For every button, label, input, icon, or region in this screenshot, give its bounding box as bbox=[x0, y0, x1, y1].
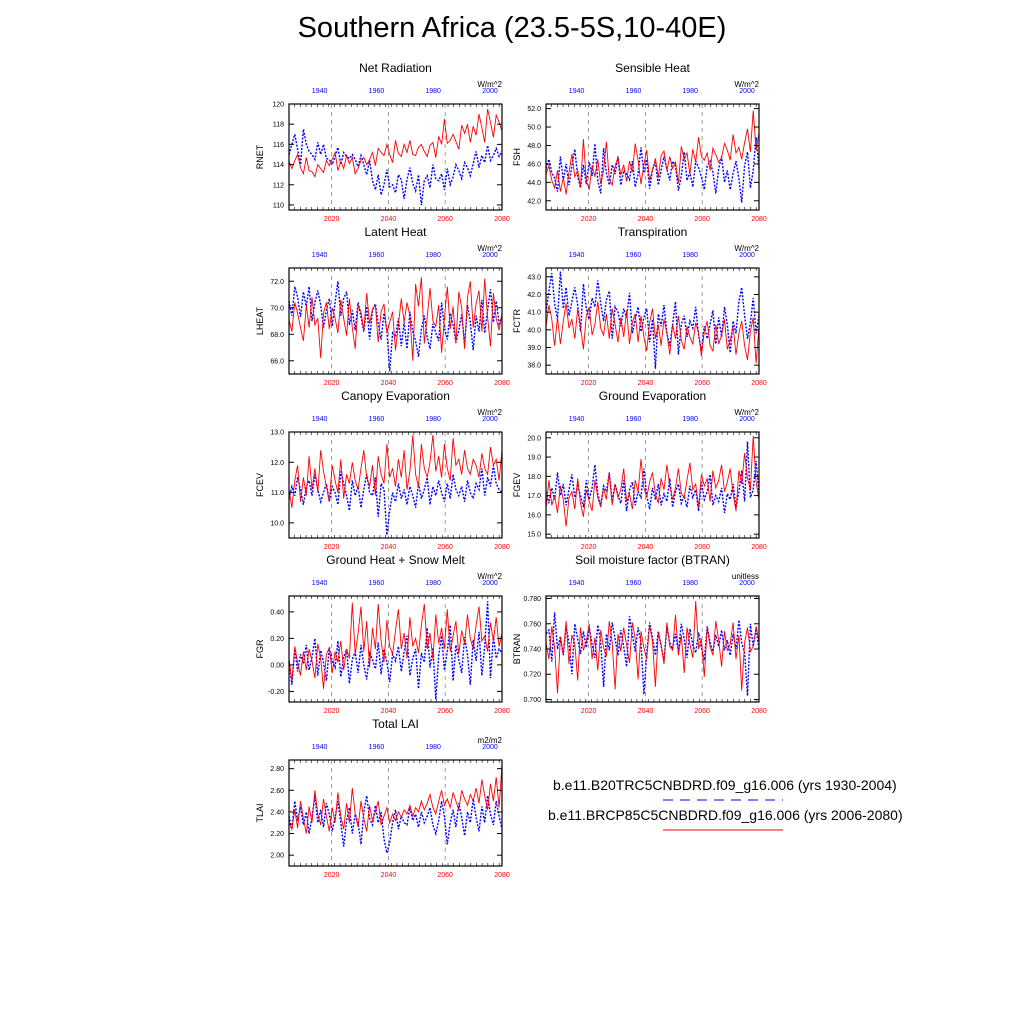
y-axis-label: FCTR bbox=[512, 309, 522, 333]
chart-panel-5 bbox=[546, 432, 759, 538]
bottom-x-tick-label: 2040 bbox=[380, 380, 397, 387]
top-x-tick-label: 1960 bbox=[368, 744, 385, 751]
main-title: Southern Africa (23.5-5S,10-40E) bbox=[297, 12, 727, 44]
bottom-x-tick-label: 2060 bbox=[437, 708, 453, 715]
top-x-tick-label: 1980 bbox=[425, 416, 441, 423]
top-x-tick-label: 1980 bbox=[425, 744, 441, 751]
bottom-x-tick-label: 2020 bbox=[323, 544, 340, 551]
top-x-tick-label: 1940 bbox=[311, 88, 328, 95]
y-tick-label: 114 bbox=[272, 162, 284, 170]
bottom-x-tick-label: 2080 bbox=[494, 872, 510, 879]
legend-hist-label: b.e11.B20TRC5CNBDRD.f09_g16.006 (yrs 1930-2004) bbox=[553, 777, 897, 793]
y-tick-label: 50.0 bbox=[527, 124, 541, 132]
top-x-tick-label: 2000 bbox=[739, 252, 755, 259]
y-tick-label: 40.0 bbox=[527, 327, 541, 335]
y-tick-label: 72.0 bbox=[270, 278, 284, 286]
y-tick-label: 44.0 bbox=[527, 179, 541, 187]
bottom-x-tick-label: 2020 bbox=[323, 708, 340, 715]
bottom-x-tick-label: 2020 bbox=[323, 216, 340, 223]
y-axis-label: FGR bbox=[255, 639, 265, 659]
panel-title: Canopy Evaporation bbox=[341, 389, 450, 403]
top-x-tick-label: 2000 bbox=[482, 580, 498, 587]
bottom-x-tick-label: 2080 bbox=[751, 544, 767, 551]
plot-frame bbox=[289, 596, 502, 702]
bottom-x-tick-label: 2020 bbox=[323, 380, 340, 387]
plot-frame bbox=[289, 104, 502, 210]
bottom-x-tick-label: 2080 bbox=[751, 380, 767, 387]
top-x-tick-label: 1980 bbox=[682, 416, 698, 423]
bottom-x-tick-label: 2060 bbox=[437, 872, 453, 879]
chart-panel-0 bbox=[289, 104, 502, 210]
y-tick-label: 18.0 bbox=[527, 473, 541, 481]
top-x-tick-label: 1960 bbox=[625, 252, 642, 259]
panel-title: Transpiration bbox=[617, 225, 688, 239]
top-x-tick-label: 1980 bbox=[682, 580, 698, 587]
units-label: unitless bbox=[731, 572, 759, 581]
series-line-future bbox=[546, 436, 759, 527]
panel-title: Soil moisture factor (BTRAN) bbox=[575, 553, 730, 567]
bottom-x-tick-label: 2040 bbox=[637, 216, 654, 223]
series-line-future bbox=[546, 111, 759, 195]
bottom-x-tick-label: 2020 bbox=[323, 872, 340, 879]
chart-panel-6 bbox=[289, 596, 502, 702]
top-x-tick-label: 1960 bbox=[368, 252, 385, 259]
y-tick-label: 0.720 bbox=[523, 671, 541, 679]
bottom-x-tick-label: 2080 bbox=[494, 708, 510, 715]
series-line-historical bbox=[546, 612, 759, 695]
y-axis-label: FCEV bbox=[255, 472, 265, 498]
top-x-tick-label: 2000 bbox=[482, 416, 498, 423]
y-tick-label: 16.0 bbox=[527, 512, 541, 520]
series-line-future bbox=[289, 109, 502, 177]
y-axis-label: FSH bbox=[512, 148, 522, 166]
top-x-tick-label: 1940 bbox=[311, 416, 328, 423]
top-x-tick-label: 2000 bbox=[482, 252, 498, 259]
bottom-x-tick-label: 2060 bbox=[694, 708, 710, 715]
top-x-tick-label: 1940 bbox=[311, 252, 328, 259]
top-x-tick-label: 1960 bbox=[368, 580, 385, 587]
y-tick-label: 39.0 bbox=[527, 345, 541, 352]
y-tick-label: 2.20 bbox=[270, 831, 284, 839]
bottom-x-tick-label: 2040 bbox=[637, 708, 654, 715]
top-x-tick-label: 2000 bbox=[739, 416, 755, 423]
bottom-x-tick-label: 2020 bbox=[580, 544, 597, 551]
bottom-x-tick-label: 2060 bbox=[694, 216, 710, 223]
panel-title: Latent Heat bbox=[364, 225, 427, 239]
y-tick-label: 118 bbox=[272, 121, 284, 129]
bottom-x-tick-label: 2040 bbox=[637, 544, 654, 551]
y-tick-label: 15.0 bbox=[527, 531, 541, 539]
panel-title: Sensible Heat bbox=[615, 61, 690, 75]
bottom-x-tick-label: 2060 bbox=[694, 380, 710, 387]
y-tick-label: 17.0 bbox=[527, 493, 541, 501]
y-tick-label: 2.60 bbox=[270, 787, 284, 795]
bottom-x-tick-label: 2080 bbox=[751, 708, 767, 715]
chart-panel-4 bbox=[289, 432, 502, 538]
top-x-tick-label: 2000 bbox=[739, 88, 755, 95]
bottom-x-tick-label: 2060 bbox=[694, 544, 710, 551]
y-tick-label: 46.0 bbox=[527, 161, 541, 169]
y-tick-label: 0.00 bbox=[270, 662, 284, 670]
y-tick-label: 120 bbox=[272, 101, 284, 109]
top-x-tick-label: 1980 bbox=[682, 88, 698, 95]
y-tick-label: 2.40 bbox=[270, 809, 284, 817]
top-x-tick-label: 1940 bbox=[568, 88, 585, 95]
y-tick-label: 68.0 bbox=[270, 331, 284, 339]
chart-panel-8 bbox=[289, 760, 502, 866]
y-axis-label: FGEV bbox=[512, 472, 522, 498]
top-x-tick-label: 1980 bbox=[682, 252, 698, 259]
series-line-future bbox=[289, 435, 502, 508]
y-tick-label: 19.0 bbox=[527, 454, 541, 462]
chart-panel-2 bbox=[289, 268, 502, 374]
y-tick-label: 112 bbox=[272, 182, 284, 190]
bottom-x-tick-label: 2080 bbox=[494, 544, 510, 551]
series-line-future bbox=[546, 302, 759, 364]
y-tick-label: 110 bbox=[272, 202, 284, 210]
chart-panel-7 bbox=[546, 596, 759, 702]
plot-frame bbox=[546, 104, 759, 210]
top-x-tick-label: 2000 bbox=[482, 88, 498, 95]
chart-panel-1 bbox=[546, 104, 759, 210]
y-tick-label: 0.760 bbox=[523, 621, 541, 629]
series-line-historical bbox=[289, 601, 502, 699]
y-tick-label: 70.0 bbox=[270, 305, 284, 313]
y-tick-label: 2.00 bbox=[270, 852, 284, 860]
units-label: W/m^2 bbox=[477, 244, 502, 253]
top-x-tick-label: 1960 bbox=[368, 88, 385, 95]
bottom-x-tick-label: 2080 bbox=[751, 216, 767, 223]
top-x-tick-label: 1940 bbox=[568, 416, 585, 423]
top-x-tick-label: 1960 bbox=[625, 88, 642, 95]
series-line-historical bbox=[289, 465, 502, 535]
y-axis-label: BTRAN bbox=[512, 633, 522, 665]
units-label: W/m^2 bbox=[734, 244, 759, 253]
series-line-future bbox=[289, 764, 502, 833]
top-x-tick-label: 1960 bbox=[368, 416, 385, 423]
top-x-tick-label: 2000 bbox=[482, 744, 498, 751]
y-axis-label: TLAI bbox=[255, 803, 265, 823]
bottom-x-tick-label: 2020 bbox=[580, 216, 597, 223]
y-tick-label: -0.20 bbox=[268, 688, 284, 696]
panel-title: Ground Heat + Snow Melt bbox=[326, 553, 465, 567]
y-tick-label: 38.0 bbox=[527, 362, 541, 370]
units-label: W/m^2 bbox=[734, 408, 759, 417]
y-tick-label: 0.20 bbox=[270, 635, 284, 643]
y-tick-label: 42.0 bbox=[527, 198, 541, 206]
units-label: W/m^2 bbox=[477, 572, 502, 581]
units-label: W/m^2 bbox=[477, 80, 502, 89]
y-tick-label: 41.0 bbox=[527, 309, 541, 317]
y-axis-label: RNET bbox=[255, 144, 265, 170]
bottom-x-tick-label: 2040 bbox=[380, 544, 397, 551]
legend-future-label: b.e11.BRCP85C5CNBDRD.f09_g16.006 (yrs 2006-2080) bbox=[548, 807, 903, 823]
top-x-tick-label: 1980 bbox=[425, 88, 441, 95]
y-tick-label: 43.0 bbox=[527, 274, 541, 282]
y-tick-label: 42.0 bbox=[527, 292, 541, 299]
y-tick-label: 0.700 bbox=[523, 696, 541, 704]
series-line-historical bbox=[546, 442, 759, 513]
units-label: W/m^2 bbox=[477, 408, 502, 417]
top-x-tick-label: 2000 bbox=[739, 580, 755, 587]
y-tick-label: 10.0 bbox=[270, 520, 284, 528]
bottom-x-tick-label: 2060 bbox=[437, 216, 453, 223]
units-label: W/m^2 bbox=[734, 80, 759, 89]
series-line-future bbox=[289, 277, 502, 361]
y-tick-label: 13.0 bbox=[270, 429, 284, 437]
y-tick-label: 0.780 bbox=[523, 596, 541, 604]
legend-hist-swatch bbox=[663, 797, 783, 803]
y-tick-label: 12.0 bbox=[270, 459, 284, 467]
top-x-tick-label: 1940 bbox=[311, 744, 328, 751]
units-label: m2/m2 bbox=[477, 736, 502, 745]
y-tick-label: 0.40 bbox=[270, 609, 284, 617]
panel-title: Total LAI bbox=[372, 717, 419, 731]
y-tick-label: 11.0 bbox=[270, 490, 284, 498]
top-x-tick-label: 1980 bbox=[425, 252, 441, 259]
bottom-x-tick-label: 2060 bbox=[437, 544, 453, 551]
y-tick-label: 66.0 bbox=[270, 358, 284, 366]
bottom-x-tick-label: 2020 bbox=[580, 380, 597, 387]
series-line-future bbox=[546, 601, 759, 693]
y-tick-label: 2.80 bbox=[270, 766, 284, 774]
bottom-x-tick-label: 2060 bbox=[437, 380, 453, 387]
top-x-tick-label: 1940 bbox=[568, 580, 585, 587]
top-x-tick-label: 1960 bbox=[625, 580, 642, 587]
y-tick-label: 48.0 bbox=[527, 142, 541, 150]
bottom-x-tick-label: 2040 bbox=[380, 216, 397, 223]
bottom-x-tick-label: 2040 bbox=[380, 708, 397, 715]
top-x-tick-label: 1940 bbox=[311, 580, 328, 587]
panel-title: Net Radiation bbox=[359, 61, 432, 75]
chart-panel-3 bbox=[546, 268, 759, 374]
y-tick-label: 116 bbox=[272, 141, 284, 149]
bottom-x-tick-label: 2080 bbox=[494, 380, 510, 387]
y-tick-label: 52.0 bbox=[527, 106, 541, 114]
top-x-tick-label: 1940 bbox=[568, 252, 585, 259]
legend-future-swatch bbox=[663, 827, 783, 833]
top-x-tick-label: 1960 bbox=[625, 416, 642, 423]
y-tick-label: 0.740 bbox=[523, 646, 541, 654]
series-line-historical bbox=[546, 272, 759, 369]
panel-title: Ground Evaporation bbox=[598, 389, 707, 403]
top-x-tick-label: 1980 bbox=[425, 580, 441, 587]
bottom-x-tick-label: 2020 bbox=[580, 708, 597, 715]
bottom-x-tick-label: 2040 bbox=[637, 380, 654, 387]
bottom-x-tick-label: 2040 bbox=[380, 872, 397, 879]
y-tick-label: 20.0 bbox=[527, 435, 541, 443]
bottom-x-tick-label: 2080 bbox=[494, 216, 510, 223]
y-axis-label: LHEAT bbox=[255, 306, 265, 336]
